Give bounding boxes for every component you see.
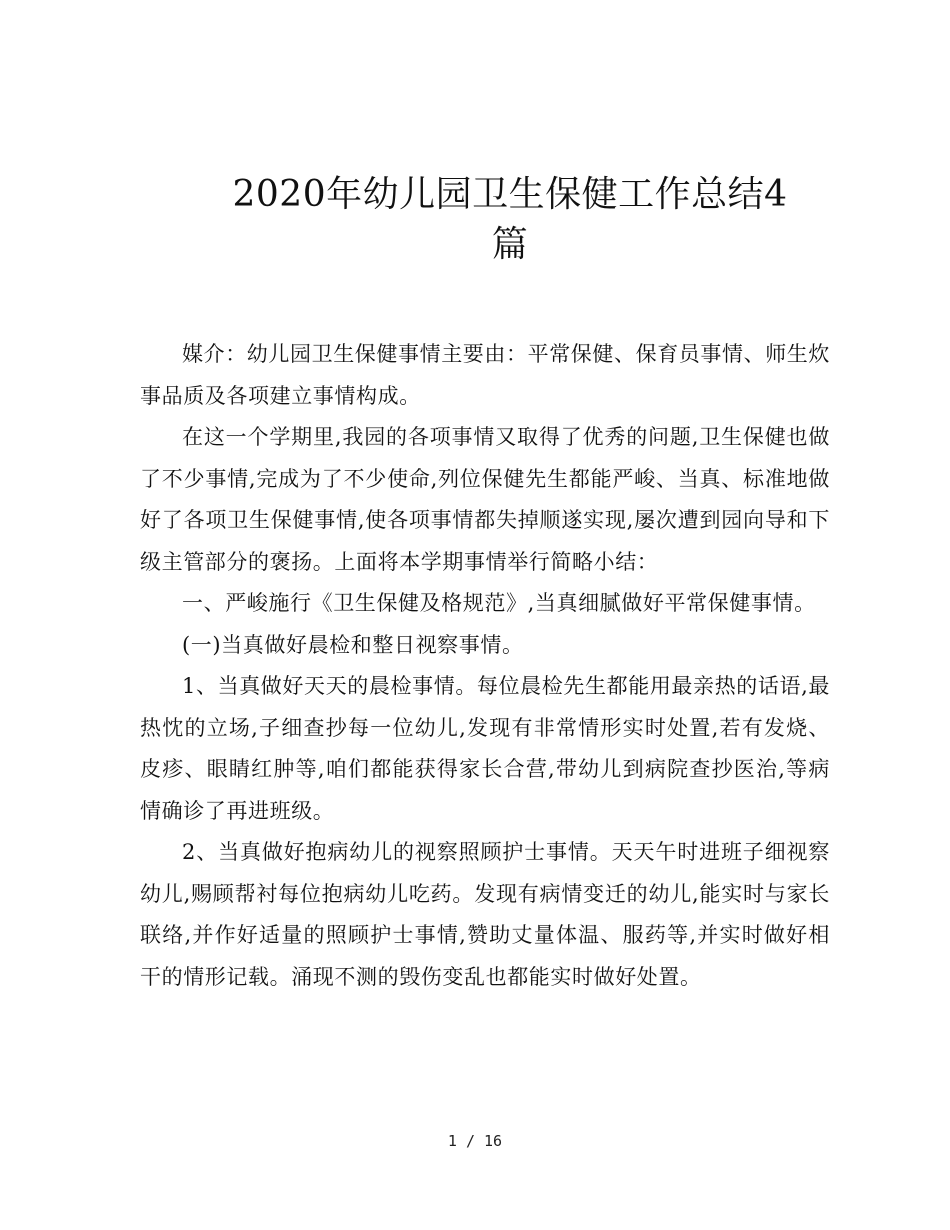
paragraph: 一、严峻施行《卫生保健及格规范》,当真细腻做好平常保健事情。 [182, 591, 816, 615]
paragraph: 2、当真做好抱病幼儿的视察照顾护士事情。天天午时进班子细视察幼儿,赐顾帮衬每位抱病幼儿吃药。发现有病情变迁的幼儿,能实时与家长联络,并作好适量的照顾护士事情,赞助丈量体温、服药等,并实时做好相干的情形记载。涌现不测的毁伤变乱也都能实时做好处置。 [140, 840, 830, 989]
paragraph: 在这一个学期里,我园的各项事情又取得了优秀的问题,卫生保健也做了不少事情,完成为了不少使命,列位保健先生都能严峻、当真、标准地做好了各项卫生保健事情,使各项事情都失掉顺遂实现,屡次遭到园向导和下级主管部分的褒扬。上面将本学期事情举行简略小结： [140, 425, 830, 574]
page-number: 1 / 16 [447, 1132, 503, 1150]
title-line-1: 2020年幼儿园卫生保健工作总结4 [232, 174, 788, 215]
title-line-2: 篇 [491, 224, 529, 265]
paragraph: 1、当真做好天天的晨检事情。每位晨检先生都能用最亲热的话语,最热忱的立场,子细查抄每一位幼儿,发现有非常情形实时处置,若有发烧、皮疹、眼睛红肿等,咱们都能获得家长合营,带幼儿到病院查抄医治,等病情确诊了再进班级。 [140, 674, 830, 823]
document-body [140, 334, 830, 998]
paragraph: (一)当真做好晨检和整日视察事情。 [182, 632, 524, 657]
document-title [150, 170, 870, 270]
paragraph: 媒介：幼儿园卫生保健事情主要由：平常保健、保育员事情、师生炊事品质及各项建立事情构成。 [140, 342, 830, 408]
